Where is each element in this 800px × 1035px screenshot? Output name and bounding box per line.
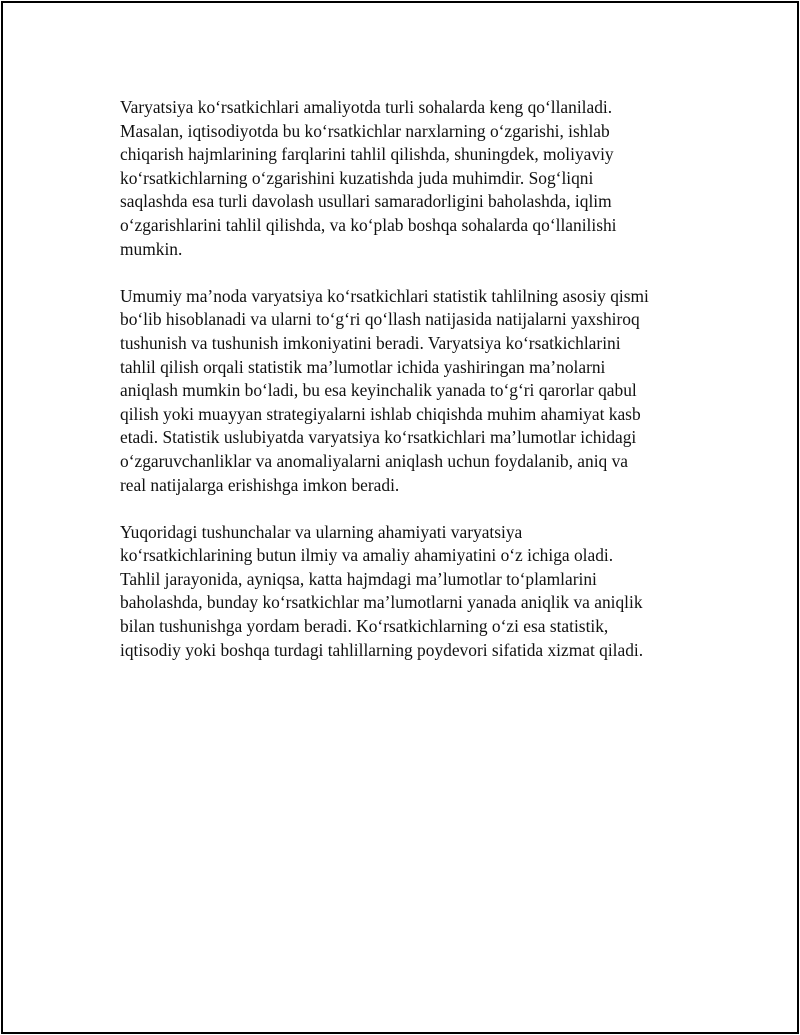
text-line: tushunish va tushunish imkoniyatini beradi. Varyatsiya ko‘rsatkichlarini: [120, 332, 621, 353]
document-page: [1, 1, 799, 1034]
text-line: saqlashda esa turli davolash usullari samaradorligini baholashda, iqlim: [120, 191, 612, 212]
text-line: chiqarish hajmlarining farqlarini tahlil qilishda, shuningdek, moliyaviy: [120, 144, 614, 165]
text-line: baholashda, bunday ko‘rsatkichlar ma’lumotlarni yanada aniqlik va aniqlik: [120, 592, 643, 613]
text-line: aniqlash mumkin bo‘ladi, bu esa keyinchalik yanada to‘g‘ri qarorlar qabul: [120, 380, 637, 401]
text-line: Tahlil jarayonida, ayniqsa, katta hajmdagi ma’lumotlar to‘plamlarini: [120, 568, 597, 589]
text-line: o‘zgarishlarini tahlil qilishda, va ko‘plab boshqa sohalarda qo‘llanilishi: [120, 214, 617, 235]
text-line: qilish yoki muayyan strategiyalarni ishlab chiqishda muhim ahamiyat kasb: [120, 403, 641, 424]
text-line: ko‘rsatkichlarning o‘zgarishini kuzatishda juda muhimdir. Sog‘liqni: [120, 167, 594, 188]
paragraph-1: [120, 96, 710, 261]
text-line: tahlil qilish orqali statistik ma’lumotlar ichida yashiringan ma’nolarni: [120, 356, 606, 377]
text-line: Varyatsiya ko‘rsatkichlari amaliyotda turli sohalarda keng qo‘llaniladi.: [120, 97, 613, 117]
paragraph-2: [120, 285, 710, 497]
paragraph-3: [120, 521, 710, 663]
text-line: etadi. Statistik uslubiyatda varyatsiya ko‘rsatkichlari ma’lumotlar ichidagi: [120, 427, 637, 448]
text-line: bo‘lib hisoblanadi va ularni to‘g‘ri qo‘llash natijasida natijalarni yaxshiroq: [120, 309, 640, 330]
text-line: o‘zgaruvchanliklar va anomaliyalarni aniqlash uchun foydalanib, aniq va: [120, 450, 629, 471]
document-body: [120, 96, 710, 686]
text-line: ko‘rsatkichlarining butun ilmiy va amaliy ahamiyatini o‘z ichiga oladi.: [120, 545, 614, 566]
text-line: Masalan, iqtisodiyotda bu ko‘rsatkichlar narxlarning o‘zgarishi, ishlab: [120, 120, 610, 141]
text-line: iqtisodiy yoki boshqa turdagi tahlillarning poydevori sifatida xizmat qiladi.: [120, 639, 644, 660]
text-line: Umumiy ma’noda varyatsiya ko‘rsatkichlari statistik tahlilning asosiy qismi: [120, 285, 649, 306]
text-line: mumkin.: [120, 238, 183, 259]
text-line: Yuqoridagi tushunchalar va ularning ahamiyati varyatsiya: [120, 521, 523, 542]
text-line: bilan tushunishga yordam beradi. Ko‘rsatkichlarning o‘zi esa statistik,: [120, 616, 609, 637]
text-line: real natijalarga erishishga imkon beradi.: [120, 474, 400, 495]
